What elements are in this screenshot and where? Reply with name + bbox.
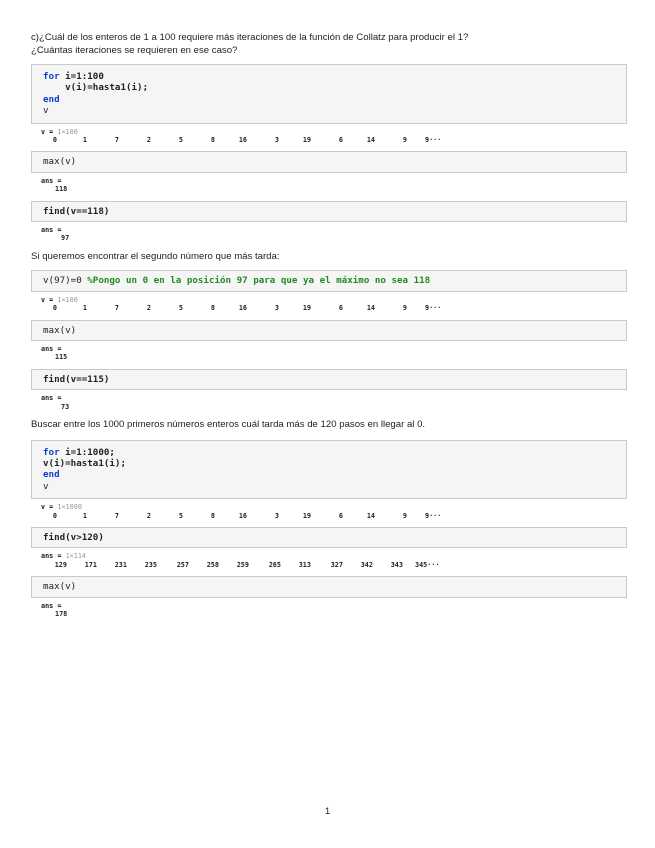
output-value-cell: 7	[114, 136, 119, 145]
keyword-end: end	[43, 93, 60, 105]
output-value-cell: 171	[84, 560, 97, 569]
output-label: v =	[41, 295, 54, 304]
output-value-cell: 1	[82, 136, 87, 145]
output-dims: 1×100	[57, 127, 78, 136]
code-line: v	[43, 480, 49, 492]
code-block-loop-100[interactable]	[31, 64, 627, 124]
output-value-cell: 129	[54, 560, 67, 569]
code-block-find-115[interactable]	[31, 369, 627, 390]
output-value-cell: 345···	[415, 560, 440, 569]
code-line: max(v)	[43, 324, 77, 336]
output-label: v =	[41, 503, 54, 512]
output-value-cell: 2	[146, 136, 151, 145]
question-line-1: c)¿Cuál de los enteros de 1 a 100 requiere más iteraciones de la función de Collatz para producir el 1?	[31, 32, 469, 43]
output-label: ans =	[41, 394, 62, 403]
output-value-cell: 16	[238, 136, 247, 145]
output-max-2	[31, 341, 627, 362]
code-block-max[interactable]	[31, 151, 627, 172]
code-line: max(v)	[43, 581, 77, 593]
document-page	[31, 32, 627, 618]
output-value: 73	[61, 402, 70, 411]
output-value-cell: 9	[402, 136, 407, 145]
output-value-cell: 8	[210, 511, 215, 520]
code-comment: %Pongo un 0 en la posición 97 para que ya el máximo no sea 118	[87, 275, 431, 287]
output-value-cell: 14	[366, 511, 375, 520]
output-value-cell: 14	[366, 136, 375, 145]
code-line: v(97)=0	[43, 275, 88, 287]
code-block-find-120[interactable]	[31, 527, 627, 548]
output-value-cell: 8	[210, 136, 215, 145]
output-value-cell: 8	[210, 304, 215, 313]
output-value-cell: 3	[274, 136, 279, 145]
output-value-cell: 313	[298, 560, 311, 569]
paragraph-second: Si queremos encontrar el segundo número que más tarda:	[31, 250, 280, 262]
output-value-cell: 16	[238, 511, 247, 520]
code-block-find-118[interactable]	[31, 201, 627, 222]
output-value-cell: 257	[176, 560, 189, 569]
output-value-cell: 9	[402, 304, 407, 313]
output-value-cell: 5	[178, 136, 183, 145]
output-dims: 1×1000	[57, 503, 82, 512]
output-value: 178	[55, 610, 68, 618]
question-line-2: ¿Cuántas iteraciones se requieren en ese caso?	[31, 44, 238, 56]
output-label: ans =	[41, 552, 62, 561]
code-line: find(v>120)	[43, 531, 104, 543]
code-block-max-3[interactable]	[31, 576, 627, 597]
output-value-cell: 327	[330, 560, 343, 569]
output-max-3	[31, 598, 627, 619]
output-value-cell: 19	[302, 136, 311, 145]
output-value-cell: 6	[338, 511, 343, 520]
output-value-cell: 7	[114, 304, 119, 313]
output-value-cell: 258	[206, 560, 219, 569]
output-find-120	[31, 548, 627, 569]
code-line: i=1:1000;	[59, 446, 115, 458]
output-value-cell: 9···	[425, 136, 442, 145]
output-value: 118	[55, 185, 68, 194]
output-value-cell: 259	[236, 560, 249, 569]
page-number: 1	[324, 806, 331, 817]
output-value-cell: 9···	[425, 304, 442, 313]
output-max	[31, 173, 627, 194]
output-value-cell: 2	[146, 304, 151, 313]
output-value-cell: 1	[82, 304, 87, 313]
output-value-cell: 19	[302, 304, 311, 313]
output-value-cell: 14	[366, 304, 375, 313]
output-find-118	[31, 222, 627, 243]
code-block-set-zero[interactable]	[31, 270, 627, 291]
output-value-cell: 6	[338, 304, 343, 313]
output-dims: 1×114	[65, 552, 87, 561]
output-value-cell: 16	[238, 304, 247, 313]
output-value-cell: 265	[268, 560, 281, 569]
code-block-max-2[interactable]	[31, 320, 627, 341]
output-value-cell: 235	[144, 560, 157, 569]
output-values-row	[41, 136, 627, 144]
output-value-cell: 6	[338, 136, 343, 145]
output-dims: 1×100	[57, 295, 78, 304]
code-line: v(i)=hasta1(i);	[43, 82, 149, 94]
output-v-1000	[31, 499, 627, 520]
output-value-cell: 3	[274, 304, 279, 313]
output-label: ans =	[41, 176, 62, 185]
output-label: v =	[41, 127, 54, 136]
keyword-end: end	[43, 469, 60, 481]
keyword-for: for	[43, 71, 60, 82]
output-value: 115	[55, 353, 68, 362]
output-value-cell: 7	[114, 511, 119, 520]
output-label: ans =	[41, 345, 62, 353]
output-value-cell: 0	[52, 511, 57, 520]
keyword-for: for	[43, 446, 60, 458]
output-value-cell: 9	[402, 511, 407, 520]
output-find-115	[31, 390, 627, 411]
output-value-cell: 3	[274, 511, 279, 520]
output-values-row	[41, 561, 627, 569]
output-v-100b	[31, 292, 627, 313]
code-line: i=1:100	[59, 71, 104, 82]
output-values-row	[41, 512, 627, 520]
output-value-cell: 9···	[425, 511, 442, 520]
code-line: find(v==115)	[43, 373, 110, 385]
code-line: max(v)	[43, 156, 77, 168]
output-value-cell: 5	[178, 304, 183, 313]
output-value-cell: 343	[390, 560, 403, 569]
code-line: v(i)=hasta1(i);	[43, 457, 126, 469]
output-value-cell: 0	[52, 304, 57, 313]
output-value-cell: 0	[52, 136, 57, 145]
output-label: ans =	[41, 226, 62, 235]
code-line: find(v==118)	[43, 205, 110, 217]
output-value: 97	[61, 234, 70, 243]
output-value-cell: 231	[114, 560, 127, 569]
output-label: ans =	[41, 601, 62, 610]
output-v-100	[31, 124, 627, 145]
output-value-cell: 342	[360, 560, 373, 569]
code-line: v	[43, 105, 49, 117]
output-value-cell: 5	[178, 511, 183, 520]
paragraph-third: Buscar entre los 1000 primeros números enteros cuál tarda más de 120 pasos en llegar al 0.	[31, 419, 426, 431]
output-value-cell: 2	[146, 511, 151, 520]
output-value-cell: 1	[82, 511, 87, 520]
output-values-row	[41, 304, 627, 312]
code-block-loop-1000[interactable]	[31, 440, 627, 500]
output-value-cell: 19	[302, 511, 311, 520]
